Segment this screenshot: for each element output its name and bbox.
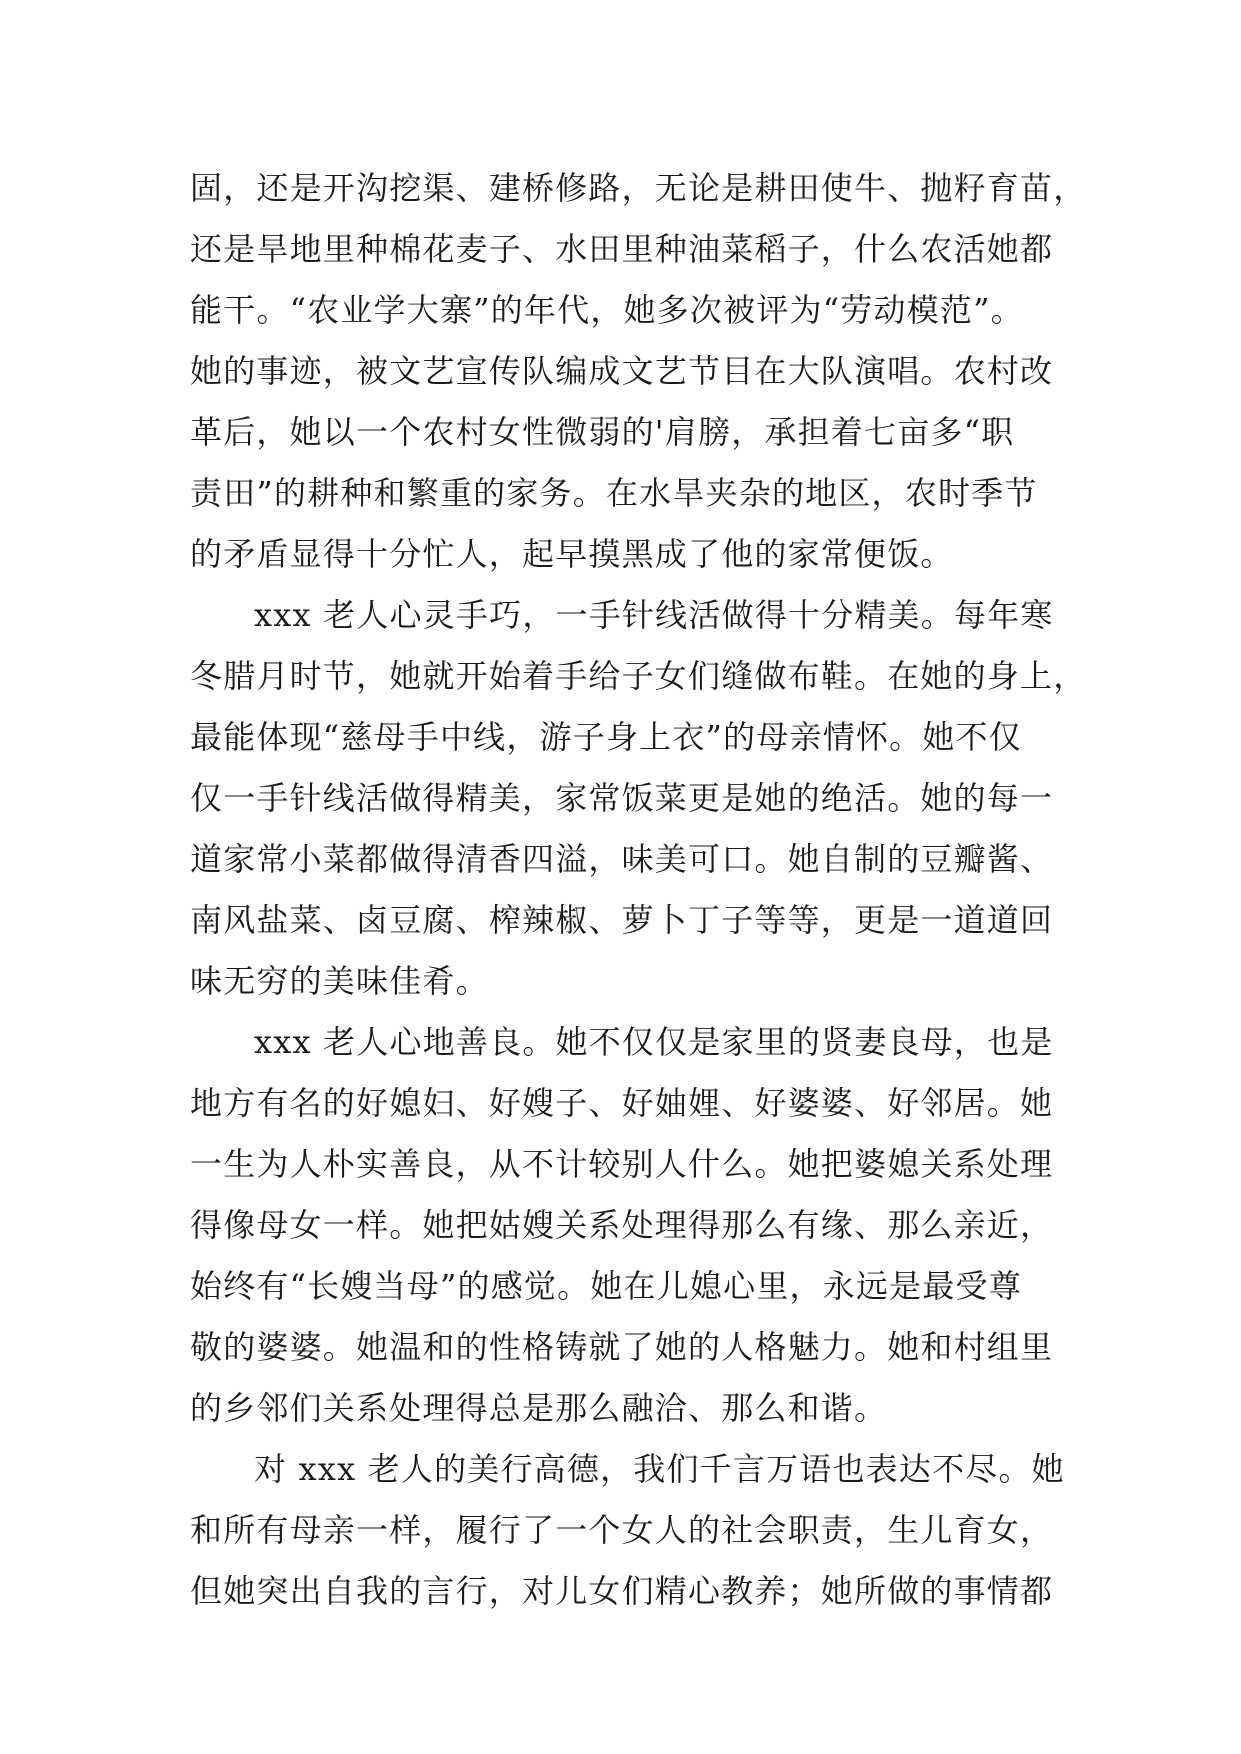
- text-line: 还是旱地里种棉花麦子、水田里种油菜稻子，什么农活她都: [190, 230, 1054, 268]
- text-line: 南风盐菜、卤豆腐、榨辣椒、萝卜丁子等等，更是一道道回: [190, 901, 1054, 939]
- text-line: 能干。“农业学大寨”的年代，她多次被评为“劳动模范”。: [190, 291, 1024, 329]
- text-line: 最能体现“慈母手中线，游子身上衣”的母亲情怀。她不仅: [190, 718, 1022, 756]
- text-line: 得像母女一样。她把姑嫂关系处理得那么有缘、那么亲近，: [190, 1206, 1054, 1244]
- text-line: 的乡邻们关系处理得总是那么融洽、那么和谐。: [190, 1389, 888, 1427]
- text-line: 敬的婆婆。她温和的性格铸就了她的人格魅力。她和村组里: [190, 1328, 1054, 1366]
- text-line: 的矛盾显得十分忙人，起早摸黑成了他的家常便饭。: [190, 535, 954, 573]
- paragraph-start-line: xxx 老人心灵手巧，一手针线活做得十分精美。每年寒: [254, 596, 1054, 634]
- text-line: 地方有名的好媳妇、好嫂子、好妯娌、好婆婆、好邻居。她: [190, 1084, 1054, 1122]
- paragraph-start-line: xxx 老人心地善良。她不仅仅是家里的贤妻良母，也是: [254, 1023, 1054, 1061]
- text-line: 味无穷的美味佳肴。: [190, 962, 489, 1000]
- text-line: 道家常小菜都做得清香四溢，味美可口。她自制的豆瓣酱、: [190, 840, 1054, 878]
- text-line: 和所有母亲一样，履行了一个女人的社会职责，生儿育女，: [190, 1511, 1054, 1549]
- text-line: 责田”的耕种和繁重的家务。在水旱夹杂的地区，农时季节: [190, 474, 1038, 512]
- text-line: 革后，她以一个农村女性微弱的'肩膀，承担着七亩多“职: [190, 413, 1015, 451]
- text-line: 她的事迹，被文艺宣传队编成文艺节目在大队演唱。农村改: [190, 352, 1054, 390]
- paragraph-start-line: 对 xxx 老人的美行高德，我们千言万语也表达不尽。她: [254, 1450, 1065, 1488]
- text-line: 仅一手针线活做得精美，家常饭菜更是她的绝活。她的每一: [190, 779, 1054, 817]
- text-line: 固，还是开沟挖渠、建桥修路，无论是耕田使牛、抛籽育苗，: [190, 169, 1087, 207]
- body-text: [190, 158, 1087, 1622]
- text-line: 始终有“长嫂当母”的感觉。她在儿媳心里，永远是最受尊: [190, 1267, 1022, 1305]
- text-line: 冬腊月时节，她就开始着手给子女们缝做布鞋。在她的身上，: [190, 657, 1087, 695]
- text-line: 一生为人朴实善良，从不计较别人什么。她把婆媳关系处理: [190, 1145, 1054, 1183]
- text-line: 但她突出自我的言行，对儿女们精心教养；她所做的事情都: [190, 1572, 1054, 1610]
